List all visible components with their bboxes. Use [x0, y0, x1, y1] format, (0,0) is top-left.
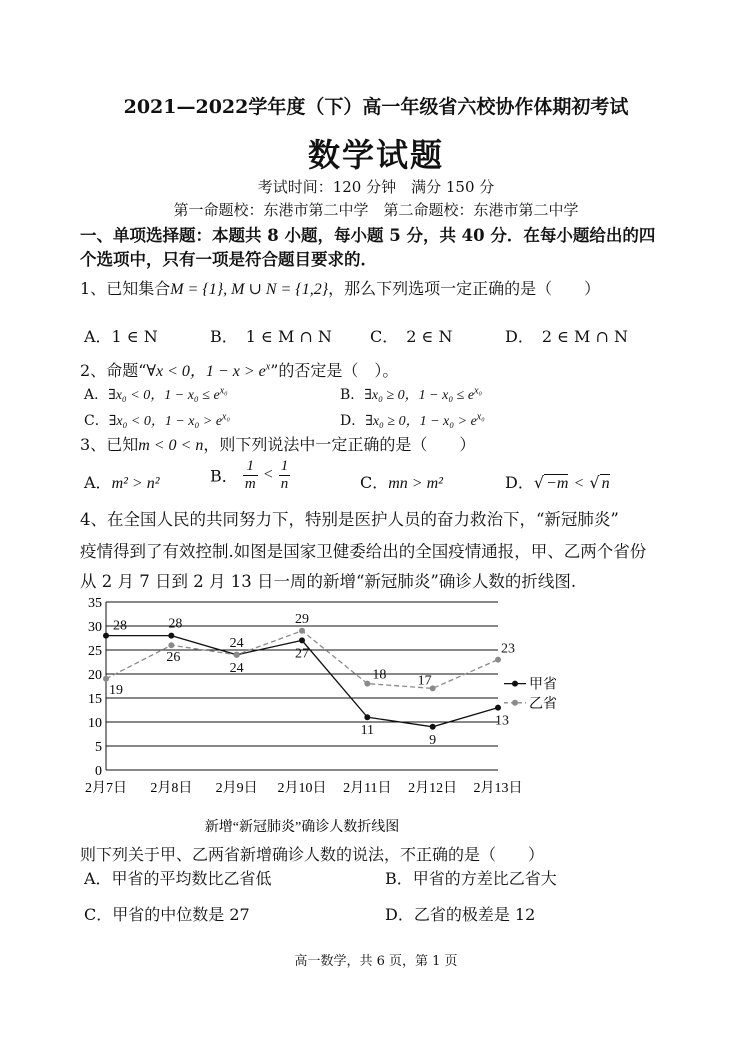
q2-suffix: ”的否定是（ ）。	[270, 361, 399, 380]
q2-option-a-label: A．	[84, 387, 109, 403]
y-tick-label-10: 10	[88, 716, 102, 731]
sqrt-icon: √	[533, 473, 545, 492]
data-label-0-6: 13	[495, 713, 509, 729]
page-footer: 高一数学，共 6 页，第 1 页	[294, 954, 458, 969]
q2-option-b-expr: ∃x₀ ≥ 0，1 − x₀ ≤ e	[364, 388, 475, 403]
y-tick-label-15: 15	[88, 692, 102, 707]
q2-number: 2、	[80, 361, 107, 380]
x-tick-label-6: 2月13日	[473, 781, 523, 796]
q3-option-c	[360, 470, 443, 493]
chart-grid	[106, 602, 498, 770]
exam-title: 2021—2022学年度（下）高一年级省六校协作体期初考试	[123, 96, 629, 118]
q3-option-d-relation: <	[573, 475, 585, 492]
q4-option-c: C．甲省的中位数是 27	[84, 905, 250, 924]
q2-option-a-exp: x₀	[219, 385, 228, 397]
q4-option-b: B．甲省的方差比乙省大	[385, 869, 557, 888]
x-tick-label-5: 2月12日	[408, 781, 458, 796]
data-label-1-1: 26	[166, 650, 181, 666]
x-tick-label-1: 2月8日	[150, 781, 193, 796]
legend-marker-0	[512, 681, 518, 687]
q3-option-d-label: D．	[505, 473, 534, 492]
q1-option-c: C． 2 ∈ N	[370, 327, 453, 346]
series-1-point-3	[299, 628, 305, 634]
data-label-0-0: 28	[113, 618, 127, 634]
q4-prompt: 则下列关于甲、乙两省新增确诊人数的说法，不正确的是（ ）	[80, 845, 545, 864]
chart-x-ticks	[85, 780, 523, 796]
series-1-point-4	[364, 681, 370, 687]
chart-title: 新增“新冠肺炎”确诊人数折线图	[204, 820, 400, 834]
q3-option-c-expr: mn > m²	[388, 475, 443, 492]
q2-option-c-label: C．	[84, 413, 109, 429]
q2-option-d	[340, 410, 485, 430]
series-1-point-6	[495, 657, 501, 663]
data-label-1-3: 29	[295, 611, 309, 627]
q1-option-a: A．1 ∈ N	[84, 327, 158, 346]
data-label-1-5: 17	[417, 673, 432, 689]
q3-option-d	[505, 470, 610, 493]
q2-option-a	[84, 384, 228, 404]
q3-option-b-relation: <	[262, 466, 274, 483]
series-0-point-1	[168, 633, 174, 639]
q1-number: 1、	[80, 279, 107, 298]
q1-suffix: ，那么下列选项一定正确的是（ ）	[328, 279, 601, 298]
q2-proposition: ∀x < 0，1 − x > e	[146, 363, 266, 380]
q3-option-b-label: B．	[210, 466, 238, 486]
x-tick-label-0: 2月7日	[85, 781, 127, 796]
series-0-point-5	[430, 724, 436, 730]
sqrt-icon: √	[589, 473, 600, 492]
q2-proposition-exp: x	[265, 361, 271, 373]
q3-option-b	[210, 458, 290, 492]
data-label-0-2: 24	[229, 660, 244, 676]
x-tick-label-3: 2月10日	[277, 781, 327, 796]
section-heading-line2: 个选项中，只有一项是符合题目要求的．	[80, 250, 377, 269]
q4-line-1: 4、在全国人民的共同努力下，特别是医护人员的奋力救治下，“新冠肺炎”	[80, 510, 619, 529]
legend-marker-1	[512, 700, 518, 706]
q3-option-b-frac-1	[243, 458, 258, 492]
chart-series	[103, 612, 515, 748]
q2-option-c-exp: x₀	[222, 411, 230, 423]
q1-prefix: 已知集合	[106, 279, 171, 298]
series-0-point-6	[495, 705, 501, 711]
q3-option-b-frac-2	[279, 458, 291, 492]
q3-suffix: ，则下列说法中一定正确的是（ ）	[203, 435, 476, 454]
q4-line-2: 疫情得到了有效控制.如图是国家卫健委给出的全国疫情通报，甲、乙两个省份	[80, 542, 647, 561]
q2-option-b-exp: x₀	[474, 385, 483, 397]
q3-number: 3、	[80, 435, 107, 454]
q2-option-c-expr: ∃x₀ < 0，1 − x₀ > e	[108, 414, 223, 429]
question-1	[80, 276, 600, 299]
setter-schools: 第一命题校：东港市第二中学 第二命题校：东港市第二中学	[173, 201, 579, 219]
q1-set-expr: M = {1}, M ∪ N = {1,2}	[170, 281, 329, 298]
q2-option-d-expr: ∃x₀ ≥ 0，1 − x₀ > e	[365, 414, 477, 429]
q3-frac1-num: 1	[243, 458, 258, 476]
q2-option-b-label: B．	[340, 387, 365, 403]
series-1-point-2	[234, 652, 240, 658]
series-1-point-1	[168, 642, 174, 648]
question-2	[80, 358, 398, 381]
section-heading-line1: 一、单项选择题：本题共 8 小题，每小题 5 分，共 40 分．在每小题给出的四	[80, 226, 656, 245]
q2-option-d-label: D．	[340, 413, 366, 429]
q2-option-a-expr: ∃x₀ < 0，1 − x₀ ≤ e	[108, 388, 220, 403]
q2-option-b	[340, 384, 482, 404]
q2-option-d-exp: x₀	[476, 411, 485, 423]
legend-label-1: 乙省	[529, 696, 557, 712]
q2-prefix: 命题“	[106, 361, 147, 380]
y-tick-label-25: 25	[88, 644, 102, 659]
q4-option-a: A．甲省的平均数比乙省低	[84, 869, 272, 888]
data-label-0-3: 27	[295, 646, 309, 662]
chart-legend	[504, 676, 557, 712]
data-label-1-4: 18	[372, 667, 387, 683]
q3-frac1-den: m	[244, 475, 256, 492]
x-tick-label-2: 2月9日	[215, 781, 258, 796]
series-1-point-0	[103, 676, 109, 682]
data-label-1-6: 23	[501, 641, 515, 657]
q4-option-d: D．乙省的极差是 12	[385, 905, 536, 924]
y-tick-label-30: 30	[88, 620, 102, 635]
y-tick-label-0: 0	[95, 764, 102, 779]
q3-option-c-label: C．	[360, 473, 389, 492]
y-tick-label-20: 20	[88, 668, 102, 683]
y-tick-label-5: 5	[95, 740, 102, 755]
data-label-0-5: 9	[429, 732, 437, 748]
q3-option-d-radicand-2: n	[601, 475, 610, 492]
exam-time: 考试时间：120 分钟 满分 150 分	[257, 178, 495, 196]
q1-option-d: D． 2 ∈ M ∩ N	[505, 327, 628, 346]
q2-option-c	[84, 410, 230, 430]
series-0-point-3	[299, 637, 305, 643]
q3-prefix: 已知	[106, 435, 139, 454]
q3-frac2-den: n	[280, 475, 289, 492]
question-3	[80, 432, 475, 455]
subject-title: 数学试题	[307, 136, 444, 174]
q3-option-d-radicand-1: −m	[546, 475, 569, 492]
series-0-point-0	[103, 633, 109, 639]
q3-condition: m < 0 < n	[138, 437, 204, 454]
legend-label-0: 甲省	[529, 677, 557, 693]
q3-option-a-expr: m² > n²	[111, 475, 160, 492]
x-tick-label-4: 2月11日	[343, 781, 392, 796]
y-tick-label-35: 35	[88, 596, 102, 611]
data-label-1-0: 19	[109, 682, 123, 698]
q3-option-a	[84, 470, 160, 493]
data-label-0-4: 11	[360, 723, 375, 739]
q3-option-a-label: A．	[84, 473, 112, 492]
data-label-1-2: 24	[229, 635, 244, 651]
line-chart	[80, 594, 570, 834]
q4-line-3: 从 2 月 7 日到 2 月 13 日一周的新增“新冠肺炎”确诊人数的折线图.	[80, 572, 577, 591]
series-0-point-4	[364, 714, 370, 720]
data-label-0-1: 28	[168, 616, 183, 632]
chart-y-ticks	[88, 596, 102, 779]
q1-option-b: B． 1 ∈ M ∩ N	[210, 327, 332, 346]
q3-frac2-num: 1	[280, 458, 289, 474]
